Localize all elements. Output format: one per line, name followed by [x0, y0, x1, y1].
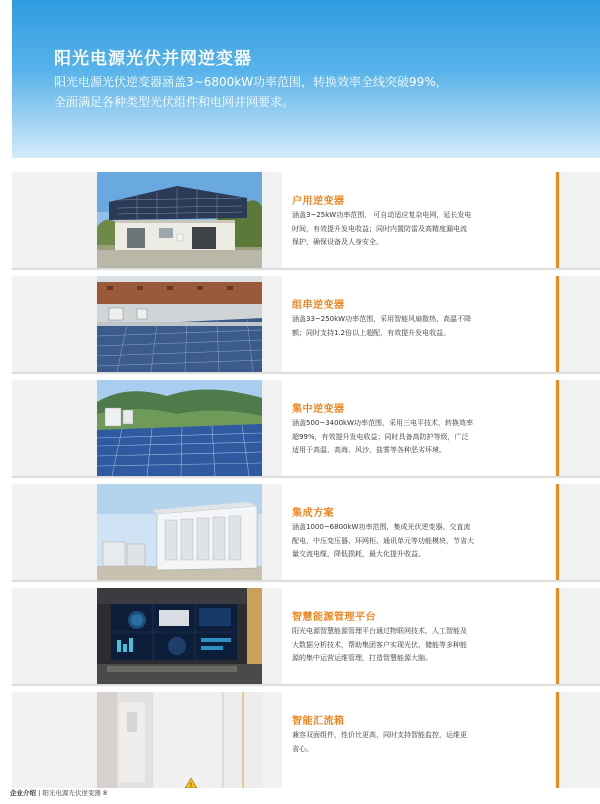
description-line: 大数据分析技术，帮助集团客户实现光伏、储能等多种能 [292, 640, 467, 649]
description-line: 超99%，有效提升发电收益；同时具备高防护等级，广泛 [292, 432, 469, 441]
footer-section: 企业介绍 [10, 789, 36, 797]
svg-text:!: ! [189, 782, 193, 788]
product-card [282, 692, 557, 788]
product-description [292, 313, 554, 340]
product-title: 户用逆变器 [292, 196, 345, 207]
description-line: 兼容双面组件，性价比更高，同时支持智能监控，运维更 [292, 731, 467, 739]
row-divider [12, 684, 600, 687]
product-row-combiner [12, 692, 600, 788]
accent-bar [556, 380, 559, 476]
combiner-box-photo [97, 692, 262, 788]
rooftop-solar-photo [97, 276, 262, 372]
page-number: 8 [102, 789, 108, 797]
accent-bar [556, 172, 559, 268]
page-title: 阳光电源光伏并网逆变器 [54, 49, 252, 69]
accent-bar [556, 276, 559, 372]
description-line: 省心。 [292, 744, 313, 753]
description-line: 源的集中运营运维管理，打造智慧能源大脑。 [292, 654, 432, 662]
product-row-central [12, 380, 600, 476]
description-line: 涵盖500~3400kW功率范围，采用三电平技术，转换效率 [292, 419, 474, 427]
product-description [292, 417, 554, 458]
control-room-photo [97, 588, 262, 684]
product-description [292, 625, 554, 666]
residential-house-photo [97, 172, 262, 268]
hero-banner [12, 0, 600, 158]
description-line: 量交流电缆，降低损耗，最大化提升收益。 [292, 550, 425, 558]
product-row-residential [12, 172, 600, 268]
product-row-integrated [12, 484, 600, 580]
description-line: 涵盖3~25kW功率范围， 可自动适应复杂电网，延长发电 [292, 211, 472, 219]
row-divider [12, 476, 600, 479]
product-card [282, 172, 557, 268]
row-divider [12, 372, 600, 375]
product-title: 智慧能源管理平台 [292, 612, 376, 623]
product-row-platform [12, 588, 600, 684]
accent-bar [556, 484, 559, 580]
product-title: 集中逆变器 [292, 404, 345, 415]
footer-subtitle: 阳光电源光伏逆变器 [42, 789, 101, 797]
footer-separator: | [38, 789, 41, 797]
product-card [282, 276, 557, 372]
description-line: 涵盖33~250kW功率范围，采用智能风扇散热、高温不降 [292, 315, 472, 323]
product-title: 智能汇流箱 [292, 716, 345, 727]
container-station-photo [97, 484, 262, 580]
accent-bar [556, 588, 559, 684]
hero-description-line: 阳光电源光伏逆变器涵盖3~6800kW功率范围，转换效率全线突破99%， [54, 75, 448, 89]
description-line: 保护，确保设备及人身安全。 [292, 238, 383, 246]
description-line: 适用于高温、高海、风沙、盐雾等各种恶劣环境。 [292, 446, 446, 454]
description-line: 配电、中压变压器、环网柜、通讯单元等功能模块，节省大 [292, 536, 474, 545]
product-card [282, 588, 557, 684]
row-divider [12, 580, 600, 583]
solar-farm-photo [97, 380, 262, 476]
product-description [292, 209, 554, 250]
product-title: 组串逆变器 [292, 300, 345, 311]
hero-description [54, 72, 474, 112]
page-footer [10, 788, 107, 797]
accent-bar [556, 692, 559, 788]
description-line: 额；同时支持1.2倍以上超配，有效提升发电收益。 [292, 328, 451, 337]
product-card [282, 380, 557, 476]
product-description [292, 729, 554, 756]
product-description [292, 521, 554, 562]
product-card [282, 484, 557, 580]
description-line: 涵盖1000~6800kW功率范围，集成光伏逆变器、交直流 [292, 523, 471, 531]
row-divider [12, 268, 600, 271]
product-row-string [12, 276, 600, 372]
hero-description-line: 全面满足各种类型光伏组件和电网并网要求。 [54, 95, 295, 109]
description-line: 时间，有效提升发电收益；同时内置防雷及高精度漏电流 [292, 224, 467, 233]
product-title: 集成方案 [292, 508, 334, 519]
description-line: 阳光电源智慧能源管理平台通过物联网技术、人工智能及 [292, 627, 467, 635]
